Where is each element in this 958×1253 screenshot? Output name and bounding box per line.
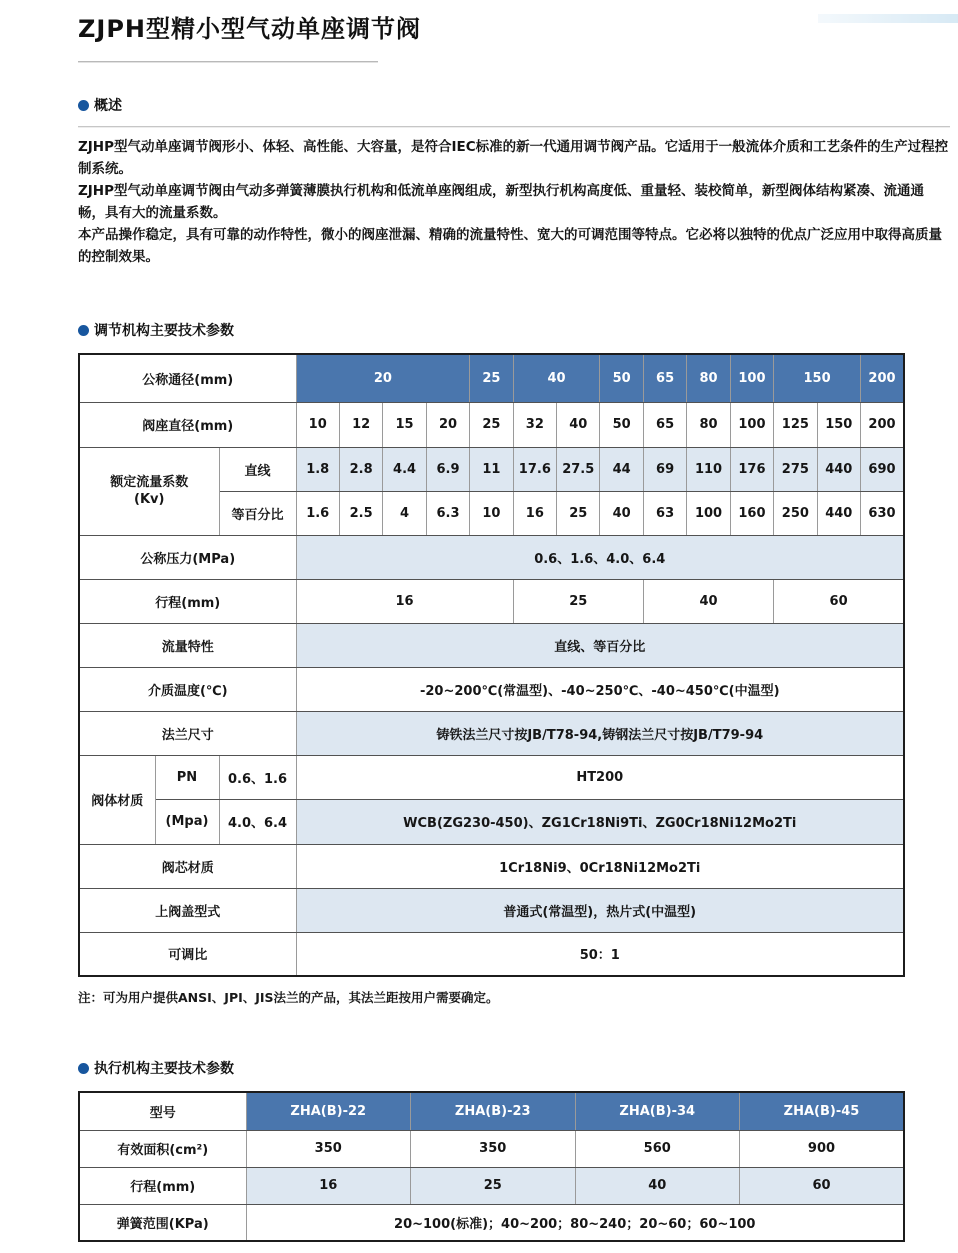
kv-linear-value-cell: 1.8	[296, 447, 339, 491]
overview-divider	[78, 126, 950, 128]
table-row	[79, 1204, 904, 1241]
kv-linear-value-cell: 27.5	[557, 447, 600, 491]
kv-linear-value-cell: 17.6	[513, 447, 556, 491]
flange-label-cell: 法兰尺寸	[79, 711, 296, 755]
seat-value-cell: 10	[296, 402, 339, 447]
section-bullet-icon	[78, 1063, 89, 1074]
model-label-cell: 型号	[79, 1092, 246, 1130]
kv-equal-value-cell: 1.6	[296, 491, 339, 535]
kv-linear-value-cell: 440	[817, 447, 860, 491]
section-bullet-icon	[78, 325, 89, 336]
body-material1-cell: HT200	[296, 755, 904, 799]
kv-linear-value-cell: 176	[730, 447, 773, 491]
act-stroke-value-cell: 60	[740, 1167, 905, 1204]
overview-paragraphs	[78, 136, 950, 268]
flow-value-cell: 直线、等百分比	[296, 623, 904, 667]
kv-linear-value-cell: 44	[600, 447, 643, 491]
pressure-label-cell: 公称压力(MPa)	[79, 535, 296, 579]
area-value-cell: 350	[411, 1130, 576, 1167]
stroke-value-cell: 40	[643, 579, 773, 623]
overview-section-heading	[78, 95, 948, 115]
model-value-cell: ZHA(B)-23	[411, 1092, 576, 1130]
seat-value-cell: 80	[687, 402, 730, 447]
seat-value-cell: 50	[600, 402, 643, 447]
title-divider	[78, 61, 378, 63]
area-value-cell: 560	[575, 1130, 740, 1167]
model-value-cell: ZHA(B)-45	[740, 1092, 905, 1130]
kv-equal-value-cell: 63	[643, 491, 686, 535]
body-material-label-cell: 阀体材质	[79, 755, 155, 844]
dn-group-cell: 80	[687, 354, 730, 402]
area-value-cell: 900	[740, 1130, 905, 1167]
stroke-value-cell: 25	[513, 579, 643, 623]
act-stroke-value-cell: 40	[575, 1167, 740, 1204]
table-row	[79, 623, 904, 667]
body-mpa-label-cell: (Mpa)	[155, 799, 219, 844]
dn-group-cell: 150	[774, 354, 861, 402]
kv-equal-value-cell: 440	[817, 491, 860, 535]
kv-label-cell	[79, 447, 219, 535]
table-row	[79, 354, 904, 402]
decorative-strip	[818, 14, 958, 23]
act-stroke-value-cell: 25	[411, 1167, 576, 1204]
kv-equal-value-cell: 40	[600, 491, 643, 535]
table-row	[79, 447, 904, 491]
seat-value-cell: 100	[730, 402, 773, 447]
table-row	[79, 844, 904, 888]
kv-equal-value-cell: 6.3	[426, 491, 469, 535]
seat-value-cell: 150	[817, 402, 860, 447]
table-row	[79, 1130, 904, 1167]
dn-group-cell: 200	[861, 354, 905, 402]
seat-value-cell: 15	[383, 402, 426, 447]
page-title: ZJPH型精小型气动单座调节阀	[78, 15, 422, 43]
stroke-label-cell: 行程(mm)	[79, 579, 296, 623]
kv-linear-value-cell: 11	[470, 447, 513, 491]
bonnet-label-cell: 上阀盖型式	[79, 888, 296, 932]
overview-paragraph: ZJHP型气动单座调节阀由气动多弹簧薄膜执行机构和低流单座阀组成，新型执行机构高度低、重量轻、装校简单，新型阀体结构紧凑、流通通畅，具有大的流量系数。	[78, 183, 925, 221]
dn-group-cell: 25	[470, 354, 513, 402]
dn-group-cell: 40	[513, 354, 600, 402]
kv-equal-label-cell: 等百分比	[219, 491, 296, 535]
overview-heading-label: 概述	[94, 98, 122, 114]
seat-value-cell: 20	[426, 402, 469, 447]
regulator-heading-label: 调节机构主要技术参数	[94, 323, 234, 339]
regulator-section-heading	[78, 320, 948, 340]
act-stroke-label-cell: 行程(mm)	[79, 1167, 246, 1204]
dn-group-cell: 50	[600, 354, 643, 402]
dn-group-cell: 65	[643, 354, 686, 402]
body-range1-cell: 0.6、1.6	[219, 755, 296, 799]
seat-value-cell: 12	[339, 402, 382, 447]
table-row	[79, 755, 904, 799]
kv-equal-value-cell: 4	[383, 491, 426, 535]
kv-equal-value-cell: 10	[470, 491, 513, 535]
seat-value-cell: 40	[557, 402, 600, 447]
temp-label-cell: 介质温度(℃)	[79, 667, 296, 711]
actuator-heading-label: 执行机构主要技术参数	[94, 1061, 234, 1077]
bonnet-value-cell: 普通式(常温型)，热片式(中温型)	[296, 888, 904, 932]
kv-linear-value-cell: 6.9	[426, 447, 469, 491]
kv-linear-value-cell: 690	[861, 447, 905, 491]
act-stroke-value-cell: 16	[246, 1167, 411, 1204]
table-row	[79, 1167, 904, 1204]
body-material2-cell: WCB(ZG230-450)、ZG1Cr18Ni9Ti、ZG0Cr18Ni12Mo2Ti	[296, 799, 904, 844]
pressure-value-cell: 0.6、1.6、4.0、6.4	[296, 535, 904, 579]
spring-label-cell: 弹簧范围(KPa)	[79, 1204, 246, 1241]
table-row	[79, 888, 904, 932]
stroke-value-cell: 60	[774, 579, 904, 623]
kv-linear-value-cell: 275	[774, 447, 817, 491]
model-value-cell: ZHA(B)-22	[246, 1092, 411, 1130]
seat-value-cell: 25	[470, 402, 513, 447]
area-label-cell: 有效面积(cm²)	[79, 1130, 246, 1167]
kv-unit: (Kv)	[134, 492, 165, 507]
flow-label-cell: 流量特性	[79, 623, 296, 667]
table-row	[79, 932, 904, 976]
table-row	[79, 667, 904, 711]
kv-linear-value-cell: 4.4	[383, 447, 426, 491]
table-row	[79, 579, 904, 623]
table-row	[79, 402, 904, 447]
seat-value-cell: 32	[513, 402, 556, 447]
kv-equal-value-cell: 25	[557, 491, 600, 535]
table-row	[79, 799, 904, 844]
regulator-parameters-table	[78, 353, 905, 977]
kv-equal-value-cell: 630	[861, 491, 905, 535]
actuator-section-heading	[78, 1058, 948, 1078]
table-row	[79, 535, 904, 579]
overview-paragraph: ZJHP型气动单座调节阀形小、体轻、高性能、大容量，是符合IEC标准的新一代通用调节阀产品。它适用于一般流体介质和工艺条件的生产过程控制系统。	[78, 139, 949, 177]
kv-linear-value-cell: 110	[687, 447, 730, 491]
kv-equal-value-cell: 2.5	[339, 491, 382, 535]
table-row	[79, 1092, 904, 1130]
seat-label-cell: 阀座直径(mm)	[79, 402, 296, 447]
spring-value-cell: 20~100(标准)；40~200；80~240；20~60；60~100	[246, 1204, 904, 1241]
plug-label-cell: 阀芯材质	[79, 844, 296, 888]
kv-linear-value-cell: 69	[643, 447, 686, 491]
kv-equal-value-cell: 16	[513, 491, 556, 535]
body-pn-label-cell: PN	[155, 755, 219, 799]
kv-label: 额定流量系数	[110, 475, 189, 490]
dn-label-cell: 公称通径(mm)	[79, 354, 296, 402]
seat-value-cell: 125	[774, 402, 817, 447]
actuator-parameters-table	[78, 1091, 905, 1242]
area-value-cell: 350	[246, 1130, 411, 1167]
kv-linear-value-cell: 2.8	[339, 447, 382, 491]
plug-value-cell: 1Cr18Ni9、0Cr18Ni12Mo2Ti	[296, 844, 904, 888]
ratio-value-cell: 50：1	[296, 932, 904, 976]
kv-equal-value-cell: 160	[730, 491, 773, 535]
ratio-label-cell: 可调比	[79, 932, 296, 976]
model-value-cell: ZHA(B)-34	[575, 1092, 740, 1130]
body-range2-cell: 4.0、6.4	[219, 799, 296, 844]
dn-group-cell: 20	[296, 354, 470, 402]
flange-value-cell: 铸铁法兰尺寸按JB/T78-94,铸钢法兰尺寸按JB/T79-94	[296, 711, 904, 755]
kv-equal-value-cell: 250	[774, 491, 817, 535]
kv-linear-label-cell: 直线	[219, 447, 296, 491]
kv-equal-value-cell: 100	[687, 491, 730, 535]
temp-value-cell: -20~200℃(常温型)、-40~250℃、-40~450℃(中温型)	[296, 667, 904, 711]
seat-value-cell: 65	[643, 402, 686, 447]
overview-paragraph: 本产品操作稳定，具有可靠的动作特性，微小的阀座泄漏、精确的流量特性、宽大的可调范围等特点。它必将以独特的优点广泛应用中取得高质量的控制效果。	[78, 227, 942, 265]
seat-value-cell: 200	[861, 402, 905, 447]
table-row	[79, 711, 904, 755]
flange-note: 注：可为用户提供ANSI、JPI、JIS法兰的产品，其法兰距按用户需要确定。	[78, 990, 499, 1005]
dn-group-cell: 100	[730, 354, 773, 402]
section-bullet-icon	[78, 100, 89, 111]
stroke-value-cell: 16	[296, 579, 513, 623]
